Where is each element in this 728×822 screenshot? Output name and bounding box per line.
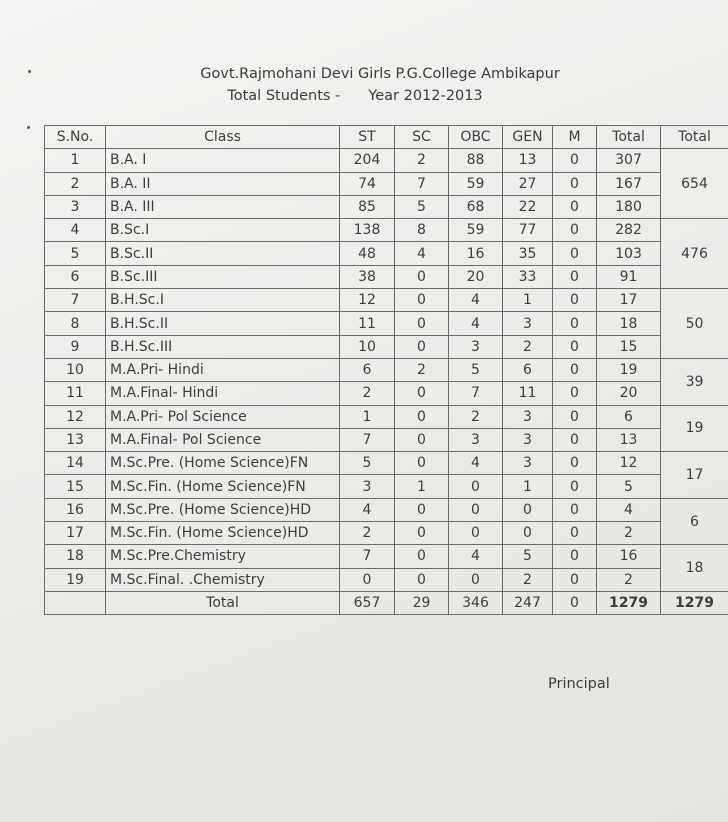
table-row	[45, 358, 728, 381]
cell: 22	[503, 195, 553, 218]
cell: 204	[340, 149, 395, 172]
cell: 35	[503, 242, 553, 265]
cell: 0	[395, 312, 449, 335]
cell: 13	[597, 428, 661, 451]
cell: 1279	[597, 591, 661, 614]
cell: 13	[503, 149, 553, 172]
cell: 4	[395, 242, 449, 265]
cell: 3	[503, 428, 553, 451]
signature-label: Principal	[548, 676, 610, 692]
cell: 138	[340, 219, 395, 242]
table-row	[45, 382, 728, 405]
class-name: B.A. II	[106, 172, 340, 195]
grand-total: 1279	[661, 591, 728, 614]
table-row	[45, 545, 728, 568]
cell: 282	[597, 219, 661, 242]
cell: 6	[503, 358, 553, 381]
cell: 2	[45, 172, 106, 195]
table-row	[45, 172, 728, 195]
cell: 2	[395, 149, 449, 172]
cell: 11	[340, 312, 395, 335]
table-row	[45, 405, 728, 428]
cell: 6	[597, 405, 661, 428]
cell: 19	[597, 358, 661, 381]
cell: 10	[340, 335, 395, 358]
class-name: M.Sc.Pre. (Home Science)FN	[106, 452, 340, 475]
cell: 0	[503, 498, 553, 521]
cell: 0	[395, 498, 449, 521]
cell: 180	[597, 195, 661, 218]
cell: 7	[395, 172, 449, 195]
cell: 6	[45, 265, 106, 288]
cell: 15	[597, 335, 661, 358]
cell: 7	[340, 428, 395, 451]
class-name: B.Sc.III	[106, 265, 340, 288]
college-name: Govt.Rajmohani Devi Girls P.G.College Ambikapur	[200, 66, 560, 82]
cell: 0	[553, 475, 597, 498]
cell: 18	[597, 312, 661, 335]
totals-row	[45, 591, 728, 614]
cell: 0	[553, 172, 597, 195]
cell: 167	[597, 172, 661, 195]
class-name: M.A.Pri- Hindi	[106, 358, 340, 381]
cell: 74	[340, 172, 395, 195]
cell: 0	[395, 405, 449, 428]
column-header: Class	[106, 126, 340, 149]
cell: 91	[597, 265, 661, 288]
cell: 2	[503, 568, 553, 591]
document-header	[0, 66, 728, 104]
cell: 2	[503, 335, 553, 358]
cell: 2	[340, 522, 395, 545]
class-name: M.Sc.Pre. (Home Science)HD	[106, 498, 340, 521]
cell: 17	[597, 289, 661, 312]
cell: 0	[395, 428, 449, 451]
cell: 3	[449, 428, 503, 451]
cell: 0	[395, 545, 449, 568]
table-row	[45, 498, 728, 521]
cell: 3	[503, 452, 553, 475]
cell: 12	[45, 405, 106, 428]
cell: 4	[449, 452, 503, 475]
punch-mark	[27, 126, 30, 129]
cell: 657	[340, 591, 395, 614]
cell: 10	[45, 358, 106, 381]
cell: 5	[597, 475, 661, 498]
cell: 17	[45, 522, 106, 545]
group-total: 654	[661, 149, 728, 219]
group-total: 39	[661, 358, 728, 405]
document-subtitle	[0, 88, 728, 104]
table-row	[45, 452, 728, 475]
group-total: 50	[661, 289, 728, 359]
cell: 1	[395, 475, 449, 498]
cell: 59	[449, 172, 503, 195]
table-row	[45, 195, 728, 218]
cell: 4	[449, 289, 503, 312]
cell: 0	[553, 522, 597, 545]
cell: 5	[340, 452, 395, 475]
cell: 0	[553, 591, 597, 614]
column-header: Total	[597, 126, 661, 149]
cell: 1	[503, 289, 553, 312]
cell: 6	[340, 358, 395, 381]
cell: 0	[553, 358, 597, 381]
cell: 16	[597, 545, 661, 568]
subtitle-year: Year 2012-2013	[368, 88, 483, 104]
cell: 1	[340, 405, 395, 428]
cell: 2	[597, 522, 661, 545]
class-name: M.A.Pri- Pol Science	[106, 405, 340, 428]
column-header: SC	[395, 126, 449, 149]
table-row	[45, 265, 728, 288]
cell: 9	[45, 335, 106, 358]
cell: 0	[395, 382, 449, 405]
cell: 4	[340, 498, 395, 521]
class-name: B.Sc.II	[106, 242, 340, 265]
cell: 11	[503, 382, 553, 405]
cell: 7	[340, 545, 395, 568]
cell: 247	[503, 591, 553, 614]
table-row	[45, 568, 728, 591]
cell: 48	[340, 242, 395, 265]
table-row	[45, 335, 728, 358]
column-header: GEN	[503, 126, 553, 149]
cell: 3	[340, 475, 395, 498]
cell: 0	[553, 219, 597, 242]
cell: 1	[503, 475, 553, 498]
cell: 0	[553, 242, 597, 265]
cell: 4	[45, 219, 106, 242]
cell: 0	[553, 335, 597, 358]
cell: 15	[45, 475, 106, 498]
column-header: S.No.	[45, 126, 106, 149]
cell: 2	[449, 405, 503, 428]
cell: 16	[449, 242, 503, 265]
class-name: B.A. III	[106, 195, 340, 218]
cell: 88	[449, 149, 503, 172]
cell: 5	[449, 358, 503, 381]
cell: 0	[553, 312, 597, 335]
cell: 3	[503, 405, 553, 428]
group-total: 6	[661, 498, 728, 545]
cell: 18	[45, 545, 106, 568]
column-header: M	[553, 126, 597, 149]
cell: 11	[45, 382, 106, 405]
cell: 0	[395, 289, 449, 312]
cell: 0	[553, 195, 597, 218]
cell: 0	[449, 475, 503, 498]
table-row	[45, 219, 728, 242]
column-header: ST	[340, 126, 395, 149]
cell: 0	[553, 545, 597, 568]
cell: 5	[395, 195, 449, 218]
cell: 85	[340, 195, 395, 218]
class-name: M.Sc.Pre.Chemistry	[106, 545, 340, 568]
group-total: 476	[661, 219, 728, 289]
cell: 0	[553, 428, 597, 451]
cell: 4	[449, 312, 503, 335]
class-name: M.Sc.Fin. (Home Science)FN	[106, 475, 340, 498]
cell: 0	[395, 522, 449, 545]
table-row	[45, 522, 728, 545]
cell: 0	[395, 265, 449, 288]
column-header: OBC	[449, 126, 503, 149]
cell: 2	[395, 358, 449, 381]
cell: 77	[503, 219, 553, 242]
group-total: 17	[661, 452, 728, 499]
cell: 7	[45, 289, 106, 312]
cell: 12	[597, 452, 661, 475]
cell: 20	[597, 382, 661, 405]
subtitle-label: Total Students -	[227, 88, 341, 104]
cell: 5	[45, 242, 106, 265]
group-total: 18	[661, 545, 728, 592]
cell: 0	[553, 498, 597, 521]
cell: 19	[45, 568, 106, 591]
cell: 3	[503, 312, 553, 335]
column-header: Total	[661, 126, 728, 149]
cell: 38	[340, 265, 395, 288]
cell: 1	[45, 149, 106, 172]
cell: 68	[449, 195, 503, 218]
class-name: B.Sc.I	[106, 219, 340, 242]
cell: 8	[45, 312, 106, 335]
cell: 0	[553, 289, 597, 312]
cell: 20	[449, 265, 503, 288]
cell	[45, 591, 106, 614]
cell: 0	[449, 522, 503, 545]
cell: 346	[449, 591, 503, 614]
cell: 3	[449, 335, 503, 358]
header-row	[45, 126, 728, 149]
table-row	[45, 289, 728, 312]
cell: 0	[340, 568, 395, 591]
class-name: M.A.Final- Pol Science	[106, 428, 340, 451]
class-name: B.H.Sc.III	[106, 335, 340, 358]
cell: 0	[553, 452, 597, 475]
cell: 4	[597, 498, 661, 521]
cell: 4	[449, 545, 503, 568]
cell: 0	[553, 568, 597, 591]
cell: 2	[597, 568, 661, 591]
table-row	[45, 312, 728, 335]
cell: 0	[449, 568, 503, 591]
table-row	[45, 475, 728, 498]
cell: 29	[395, 591, 449, 614]
cell: 0	[553, 265, 597, 288]
cell: 13	[45, 428, 106, 451]
cell: 2	[340, 382, 395, 405]
cell: 103	[597, 242, 661, 265]
table-row	[45, 428, 728, 451]
cell: 0	[449, 498, 503, 521]
cell: 7	[449, 382, 503, 405]
totals-label: Total	[106, 591, 340, 614]
cell: 0	[553, 382, 597, 405]
cell: 0	[553, 149, 597, 172]
cell: 12	[340, 289, 395, 312]
cell: 0	[553, 405, 597, 428]
cell: 0	[395, 452, 449, 475]
class-name: M.Sc.Final. .Chemistry	[106, 568, 340, 591]
cell: 3	[45, 195, 106, 218]
table-row	[45, 242, 728, 265]
table-row	[45, 149, 728, 172]
cell: 8	[395, 219, 449, 242]
group-total: 19	[661, 405, 728, 452]
cell: 27	[503, 172, 553, 195]
class-name: M.A.Final- Hindi	[106, 382, 340, 405]
cell: 0	[503, 522, 553, 545]
cell: 33	[503, 265, 553, 288]
students-table	[44, 125, 728, 615]
cell: 0	[395, 568, 449, 591]
class-name: B.A. I	[106, 149, 340, 172]
cell: 0	[395, 335, 449, 358]
cell: 59	[449, 219, 503, 242]
class-name: M.Sc.Fin. (Home Science)HD	[106, 522, 340, 545]
cell: 307	[597, 149, 661, 172]
cell: 5	[503, 545, 553, 568]
cell: 16	[45, 498, 106, 521]
cell: 14	[45, 452, 106, 475]
class-name: B.H.Sc.I	[106, 289, 340, 312]
class-name: B.H.Sc.II	[106, 312, 340, 335]
